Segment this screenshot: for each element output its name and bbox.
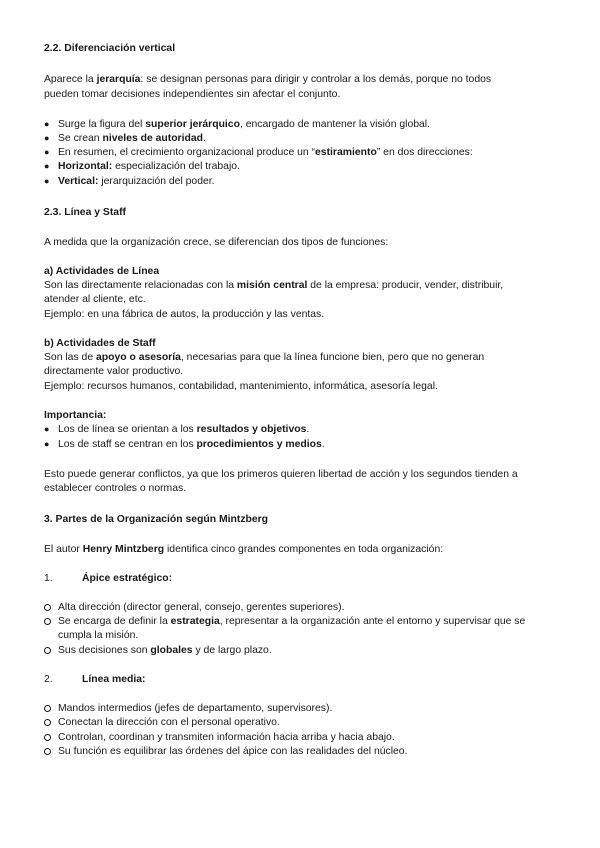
circle-bullet-icon [44,730,54,745]
subheading-linea: a) Actividades de Línea [44,266,160,277]
section-heading-3: 3. Partes de la Organización según Mintzberg [44,514,269,525]
list-item: Controlan, coordinan y transmiten información hacia arriba y hacia abajo. [44,730,559,745]
paragraph-conflictos: Esto puede generar conflictos, ya que los primeros quieren libertad de acción y los segundos tienden a [44,469,518,480]
paragraph-staff: Son las de apoyo o asesoría, necesarias para que la línea funcione bien, pero que no generan [44,352,485,363]
list-item: ● En resumen, el crecimiento organizacional produce un “estiramiento” en dos direcciones: [44,147,473,158]
paragraph-staff-cont: directamente valor productivo. [44,366,184,377]
list-item: ● Se crean niveles de autoridad. [44,133,206,144]
list-item: Alta dirección (director general, consejo, gerentes superiores). [44,600,559,615]
section-heading-2-3: 2.3. Línea y Staff [44,207,126,218]
list-item: Su función es equilibrar las órdenes del ápice con las realidades del núcleo. [44,744,559,759]
paragraph-linea-cont: atender al cliente, etc. [44,294,146,305]
list-item: Conectan la dirección con el personal operativo. [44,715,559,730]
list-item: ● Los de línea se orientan a los resultados y objetivos. [44,424,310,435]
list-item: ● Surge la figura del superior jerárquico, encargado de mantener la visión global. [44,119,430,130]
circle-bullet-icon [44,701,54,716]
paragraph-intro: A medida que la organización crece, se diferencian dos tipos de funciones: [44,237,389,248]
paragraph-jerarquia: Aparece la jerarquía: se designan personas para dirigir y controlar a los demás, porque no todos [44,74,492,85]
list-item-cont: cumpla la misión. [58,630,139,641]
circle-bullet-icon [44,600,54,615]
paragraph-mintzberg: El autor Henry Mintzberg identifica cinco grandes componentes en toda organización: [44,544,444,555]
circle-bullet-icon [44,614,54,629]
section-heading-2-2: 2.2. Diferenciación vertical [44,43,176,54]
paragraph-jerarquia-cont: pueden tomar decisiones independientes sin afectar el conjunto. [44,89,341,100]
list-item: ● Vertical: jerarquización del poder. [44,176,215,187]
list-item: Se encarga de definir la estrategia, representar a la organización ante el entorno y supervisar que se [44,614,559,629]
list-item: Sus decisiones son globales y de largo plazo. [44,643,559,658]
paragraph-linea: Son las directamente relacionadas con la misión central de la empresa: producir, vender, distribuir, [44,280,504,291]
circle-bullet-icon [44,715,54,730]
circle-bullet-icon [44,643,54,658]
numbered-heading-apice: 1. Ápice estratégico: [44,573,173,584]
numbered-heading-linea-media: 2. Línea media: [44,674,146,685]
list-item: ● Horizontal: especialización del trabajo. [44,161,240,172]
paragraph-linea-example: Ejemplo: en una fábrica de autos, la producción y las ventas. [44,309,325,320]
paragraph-staff-example: Ejemplo: recursos humanos, contabilidad, mantenimiento, informática, asesoría legal. [44,381,438,392]
list-item: ● Los de staff se centran en los procedimientos y medios. [44,439,325,450]
subheading-importancia: Importancia: [44,410,107,421]
paragraph-conflictos-cont: establecer controles o normas. [44,483,187,494]
list-item: Mandos intermedios (jefes de departamento, supervisores). [44,701,559,716]
circle-bullet-icon [44,744,54,759]
subheading-staff: b) Actividades de Staff [44,338,156,349]
